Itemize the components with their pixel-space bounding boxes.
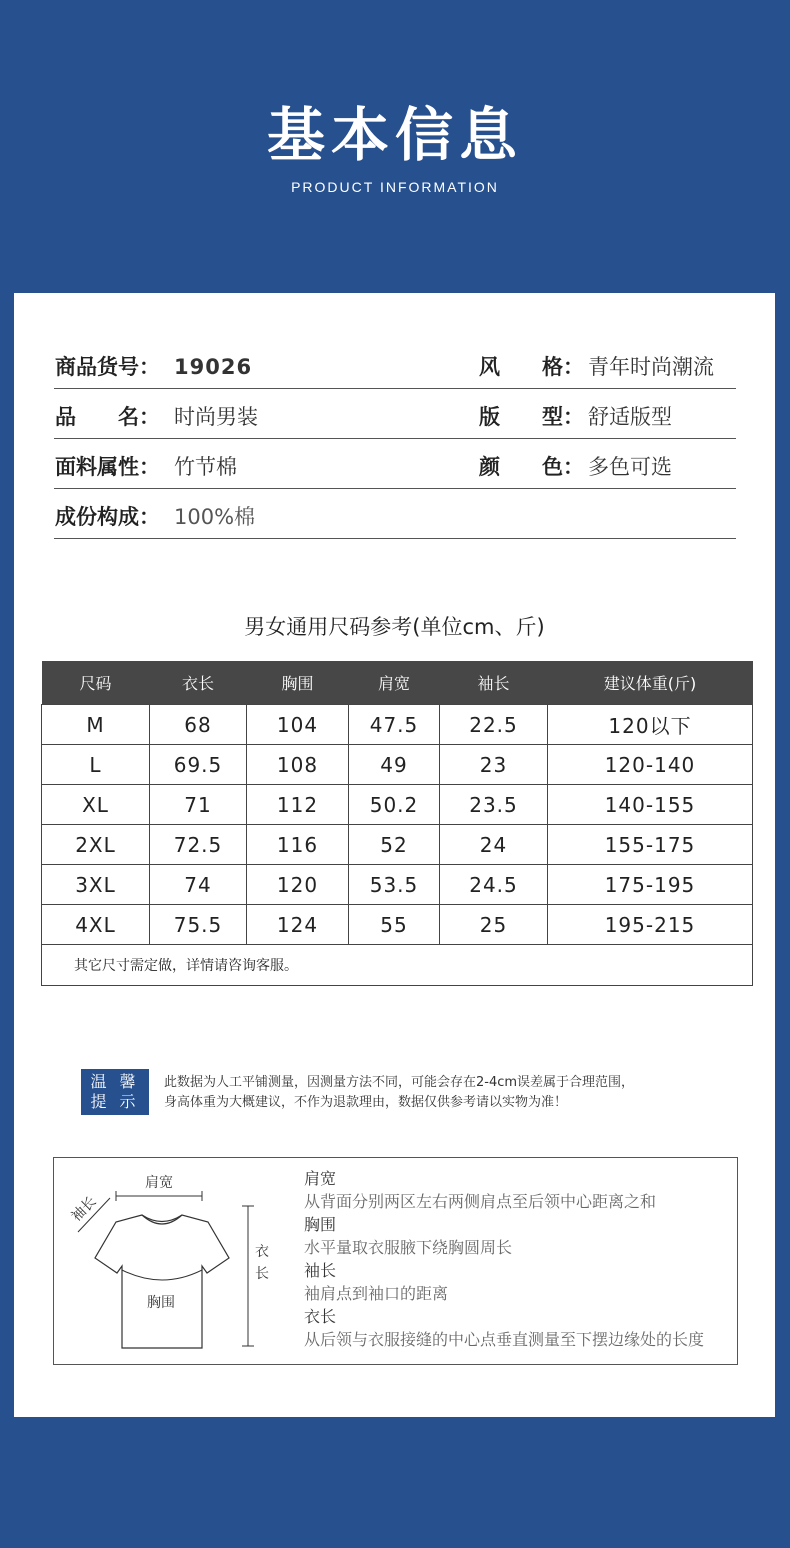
page-title: 基本信息 xyxy=(266,101,523,169)
tshirt-diagram xyxy=(54,1158,294,1364)
table-cell: 104 xyxy=(247,705,349,745)
table-cell: 112 xyxy=(247,785,349,825)
table-cell: 140-155 xyxy=(548,785,753,825)
table-cell: 120 xyxy=(247,865,349,905)
size-table-title: 男女通用尺码参考(单位cm、斤) xyxy=(244,615,545,639)
table-cell: 22.5 xyxy=(440,705,548,745)
table-cell: 47.5 xyxy=(349,705,440,745)
table-cell: 120-140 xyxy=(548,745,753,785)
definition-term: 肩宽 xyxy=(304,1169,337,1188)
table-cell: M xyxy=(42,705,150,745)
info-card xyxy=(14,293,775,1417)
info-label: 商品货号： xyxy=(55,355,160,379)
tip-badge-line: 提 示 xyxy=(90,1092,140,1111)
info-label: 风 格： xyxy=(479,355,584,379)
table-cell: 25 xyxy=(440,905,548,945)
table-cell: 75.5 xyxy=(150,905,247,945)
length-label: 衣 xyxy=(255,1244,269,1260)
info-value: 多色可选 xyxy=(588,455,672,479)
table-cell: 24 xyxy=(440,825,548,865)
table-cell: 155-175 xyxy=(548,825,753,865)
table-row xyxy=(42,745,753,785)
table-cell: 74 xyxy=(150,865,247,905)
tip-badge-line: 温 馨 xyxy=(90,1072,140,1091)
table-cell: L xyxy=(42,745,150,785)
table-cell: 68 xyxy=(150,705,247,745)
table-cell: 23.5 xyxy=(440,785,548,825)
column-header: 衣长 xyxy=(150,661,247,705)
tip-text xyxy=(164,1073,744,1113)
table-cell: 175-195 xyxy=(548,865,753,905)
table-cell: 3XL xyxy=(42,865,150,905)
shoulder-label: 肩宽 xyxy=(145,1175,173,1191)
table-cell: 124 xyxy=(247,905,349,945)
sleeve-label: 袖长 xyxy=(68,1193,100,1225)
table-cell: 195-215 xyxy=(548,905,753,945)
info-label: 颜 色： xyxy=(479,455,584,479)
table-cell: 50.2 xyxy=(349,785,440,825)
table-row xyxy=(42,865,753,905)
length-label: 长 xyxy=(255,1266,269,1282)
definition-list xyxy=(304,1168,704,1352)
info-label: 版 型： xyxy=(479,405,584,429)
table-cell: 52 xyxy=(349,825,440,865)
size-table xyxy=(41,661,753,986)
table-cell: 49 xyxy=(349,745,440,785)
info-value: 19026 xyxy=(174,355,253,379)
info-label: 成份构成： xyxy=(55,505,160,529)
table-cell: 72.5 xyxy=(150,825,247,865)
chest-label: 胸围 xyxy=(147,1295,175,1311)
info-value: 时尚男装 xyxy=(174,405,258,429)
table-note-row xyxy=(42,945,753,986)
table-cell: 53.5 xyxy=(349,865,440,905)
definition-desc: 从背面分别两区左右两侧肩点至后领中心距离之和 xyxy=(304,1192,657,1211)
definition-term: 衣长 xyxy=(304,1307,337,1326)
definition-desc: 水平量取衣服腋下绕胸圆周长 xyxy=(304,1238,513,1257)
table-cell: 2XL xyxy=(42,825,150,865)
table-cell: XL xyxy=(42,785,150,825)
tip-line: 此数据为人工平铺测量，因测量方法不同，可能会存在2-4cm误差属于合理范围， xyxy=(164,1075,635,1090)
column-header: 尺码 xyxy=(42,661,150,705)
table-cell: 69.5 xyxy=(150,745,247,785)
definition-desc: 从后领与衣服接缝的中心点垂直测量至下摆边缘处的长度 xyxy=(304,1330,705,1349)
table-row xyxy=(42,905,753,945)
table-cell: 108 xyxy=(247,745,349,785)
table-cell: 55 xyxy=(349,905,440,945)
table-row xyxy=(42,785,753,825)
column-header: 肩宽 xyxy=(349,661,440,705)
table-note: 其它尺寸需定做，详情请咨询客服。 xyxy=(42,945,753,986)
table-row xyxy=(42,825,753,865)
table-cell: 116 xyxy=(247,825,349,865)
tip-badge xyxy=(81,1069,149,1115)
table-cell: 71 xyxy=(150,785,247,825)
table-header-row xyxy=(42,661,753,705)
tshirt-outline xyxy=(95,1215,229,1348)
info-label: 面料属性： xyxy=(55,455,160,479)
info-row xyxy=(54,339,736,389)
info-row xyxy=(54,489,736,539)
info-value: 100%棉 xyxy=(174,505,256,529)
table-cell: 4XL xyxy=(42,905,150,945)
column-header: 袖长 xyxy=(440,661,548,705)
page-subtitle: PRODUCT INFORMATION xyxy=(291,179,499,195)
table-row xyxy=(42,705,753,745)
info-label: 品 名： xyxy=(55,405,160,429)
definition-term: 胸围 xyxy=(304,1215,337,1234)
measurement-guide xyxy=(53,1157,738,1365)
tshirt-collar xyxy=(142,1215,182,1224)
info-value: 舒适版型 xyxy=(588,405,672,429)
info-value: 青年时尚潮流 xyxy=(588,355,714,379)
info-row xyxy=(54,389,736,439)
table-cell: 24.5 xyxy=(440,865,548,905)
chest-line xyxy=(122,1270,202,1280)
table-cell: 120以下 xyxy=(548,705,753,745)
info-row xyxy=(54,439,736,489)
definition-desc: 袖肩点到袖口的距离 xyxy=(304,1284,449,1303)
column-header: 建议体重(斤) xyxy=(548,661,753,705)
tip-line: 身高体重为大概建议，不作为退款理由，数据仅供参考请以实物为准！ xyxy=(164,1095,568,1110)
info-value: 竹节棉 xyxy=(174,455,237,479)
column-header: 胸围 xyxy=(247,661,349,705)
table-cell: 23 xyxy=(440,745,548,785)
definition-term: 袖长 xyxy=(304,1261,337,1280)
